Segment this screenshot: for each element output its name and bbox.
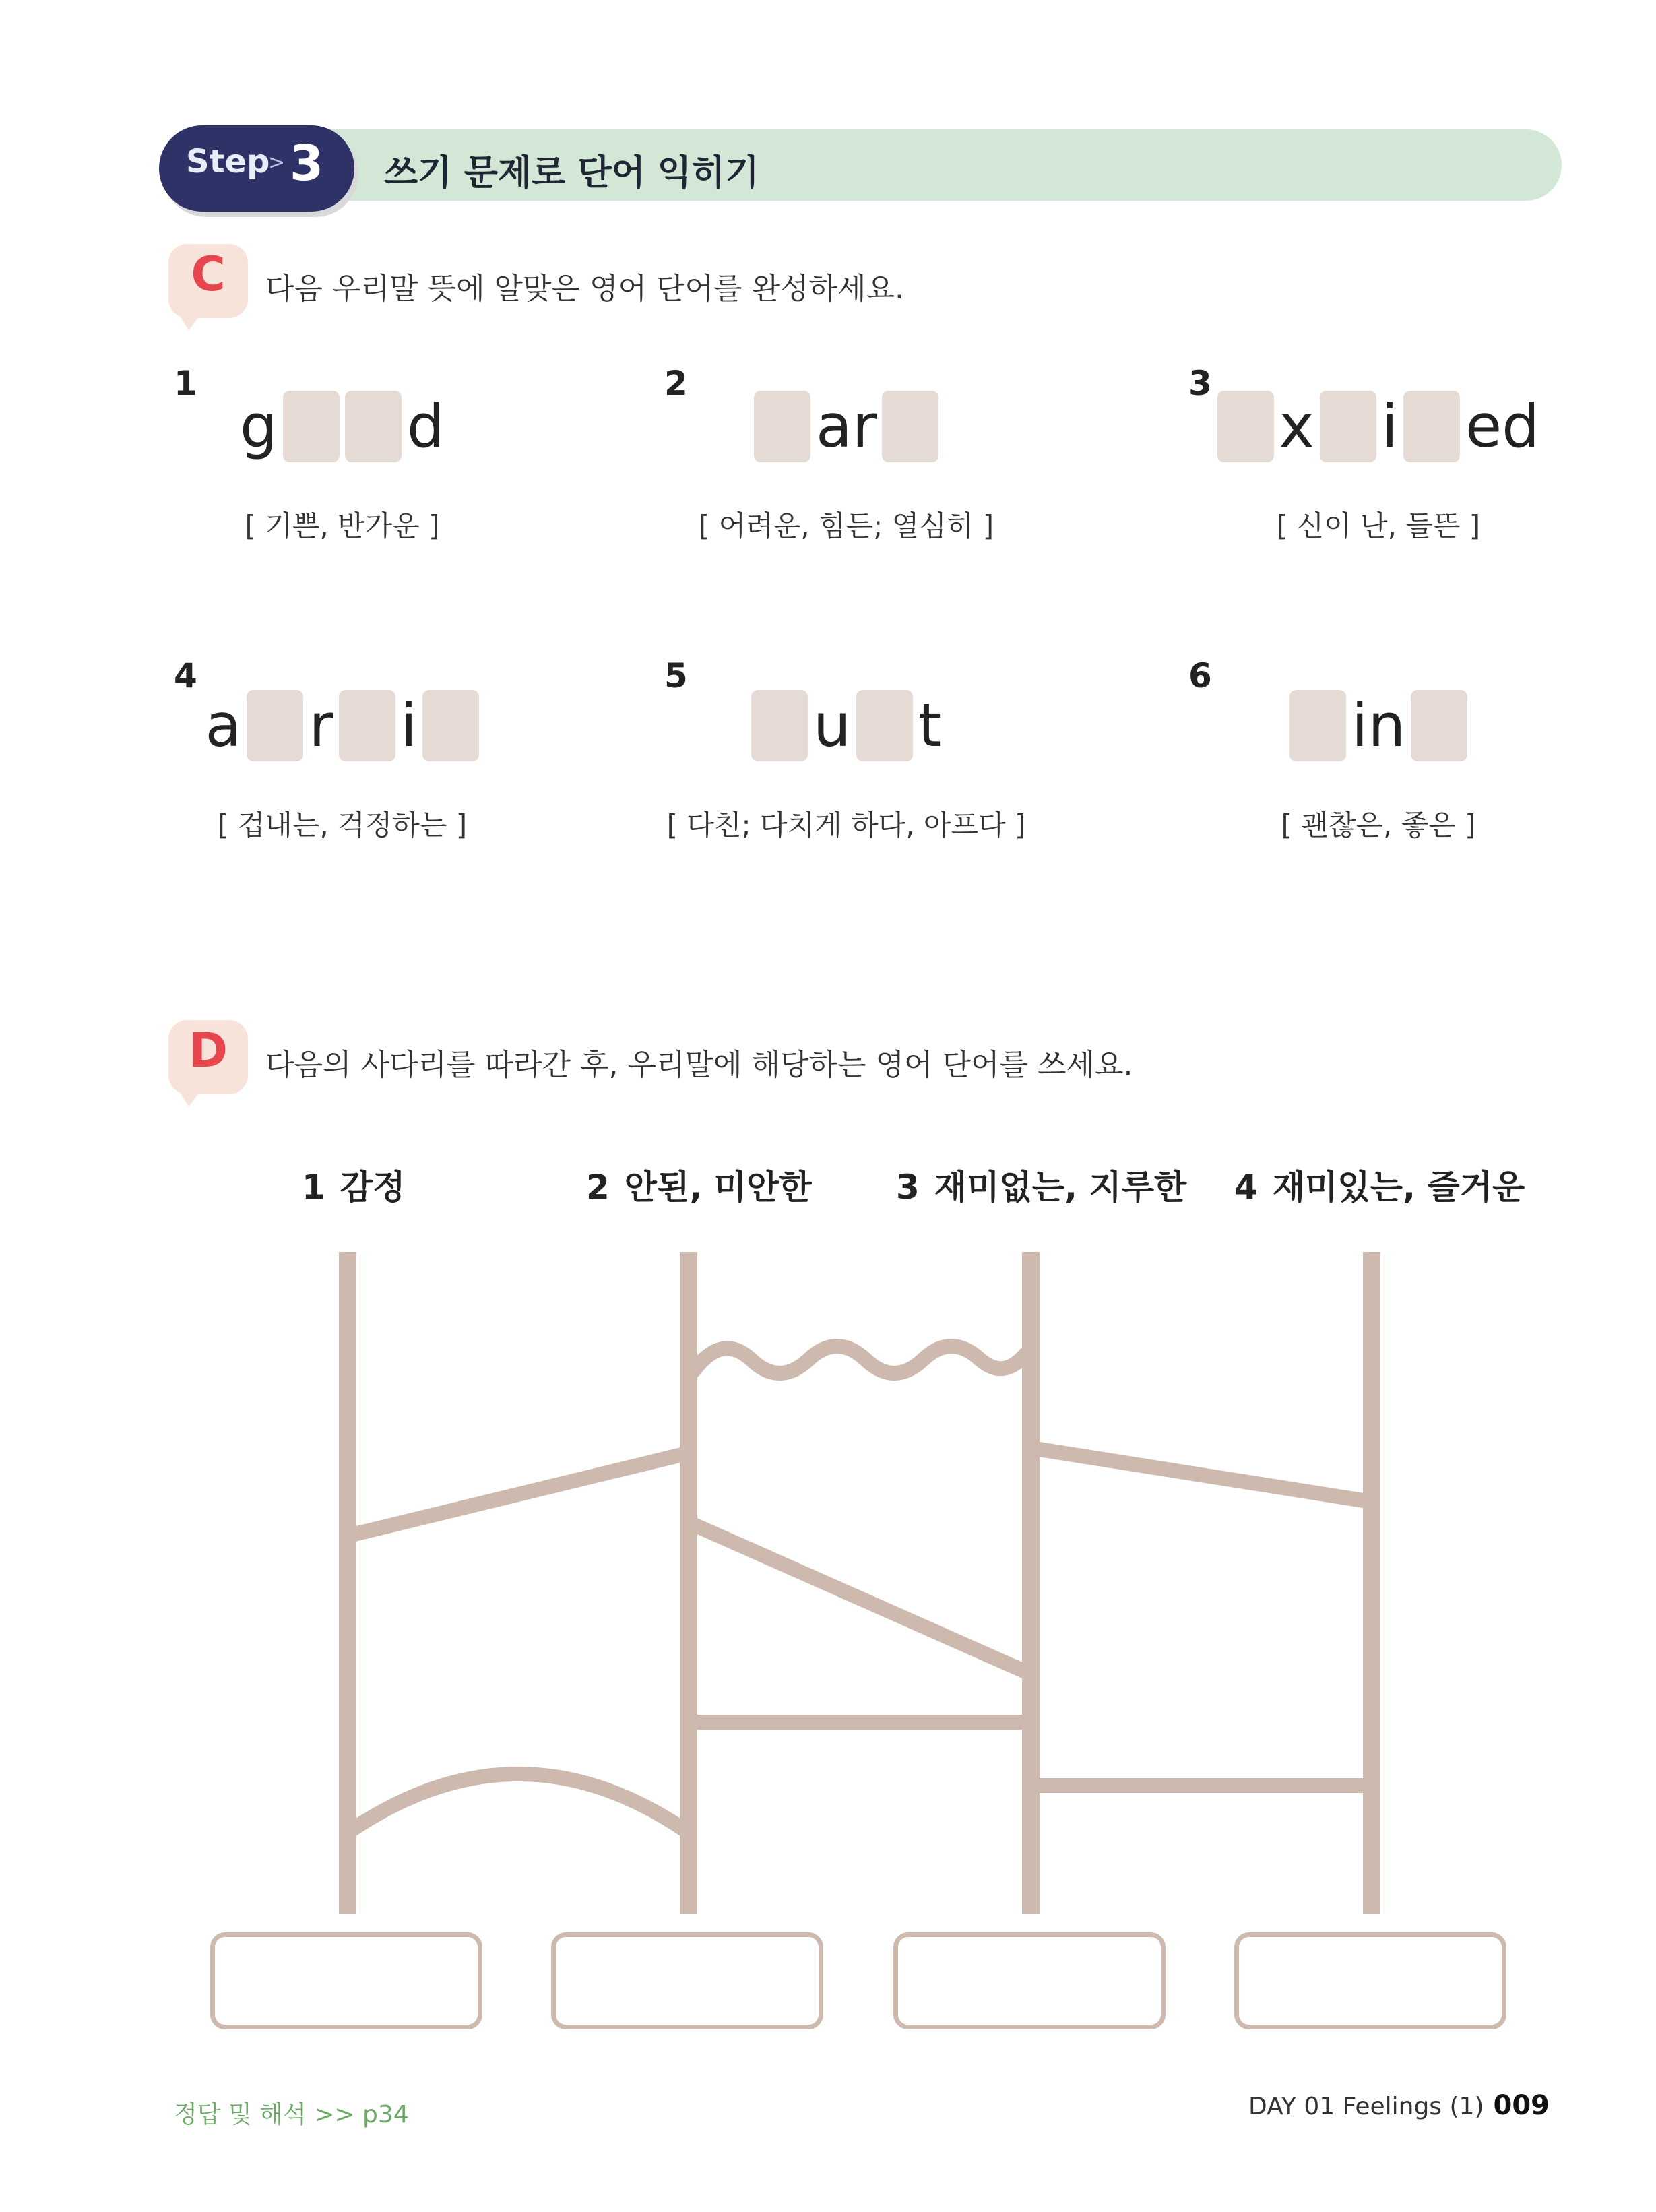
question-number: 5 (664, 656, 688, 695)
given-letters: d (406, 391, 445, 461)
answer-box-4[interactable] (1234, 1932, 1506, 2029)
day-label: DAY 01 Feelings (1) (1248, 2093, 1484, 2120)
given-letters: i (1381, 391, 1399, 461)
step-number: 3 (290, 135, 324, 191)
ladder-header-4: 4 재미있는, 즐거운 (1234, 1168, 1525, 1207)
step-label: Step (186, 143, 270, 181)
page-footer (1248, 2090, 1550, 2121)
ladder-header-3: 3 재미없는, 지루한 (896, 1168, 1187, 1207)
answer-reference: 정답 및 해석 >> p34 (174, 2101, 409, 2128)
given-letters: ar (816, 391, 877, 461)
section-c-letter: C (191, 247, 226, 302)
given-letters: ed (1465, 391, 1540, 461)
given-letters: i (400, 691, 418, 760)
given-letters: a (205, 691, 242, 760)
korean-meaning: [ 다친; 다치게 하다, 아프다 ] (666, 809, 1026, 842)
ladder-rung-2-3-slant (693, 1524, 1027, 1672)
section-d-instruction: 다음의 사다리를 따라간 후, 우리말에 해당하는 영어 단어를 쓰세요. (265, 1048, 1133, 1082)
answer-box-3[interactable] (893, 1932, 1166, 2029)
question-number: 1 (174, 364, 197, 403)
question-number: 6 (1188, 656, 1212, 695)
korean-meaning: [ 어려운, 힘든; 열심히 ] (698, 509, 994, 542)
step-title: 쓰기 문제로 단어 익히기 (384, 153, 759, 193)
given-letters: r (309, 691, 333, 760)
chevron-right-icon: > (268, 151, 286, 175)
question-number: 2 (664, 364, 688, 403)
page-number: 009 (1493, 2090, 1550, 2121)
given-letters: u (813, 691, 851, 760)
question-number: 3 (1188, 364, 1212, 403)
answer-box-1[interactable] (210, 1932, 482, 2029)
korean-meaning: [ 기쁜, 반가운 ] (245, 509, 440, 542)
given-letters: g (240, 391, 278, 461)
korean-meaning: [ 괜찮은, 좋은 ] (1281, 809, 1476, 842)
given-letters: x (1279, 391, 1314, 461)
given-letters: in (1351, 691, 1406, 760)
answer-box-2[interactable] (551, 1932, 823, 2029)
given-letters: t (918, 691, 942, 760)
korean-meaning: [ 겁내는, 걱정하는 ] (217, 809, 468, 842)
ladder-rung-1-2-slant (352, 1454, 684, 1535)
ladder-header-2: 2 안된, 미안한 (586, 1168, 812, 1207)
ladder-rung-wavy (694, 1346, 1025, 1373)
section-d-letter: D (188, 1023, 228, 1078)
ladder-header-1: 1 감정 (302, 1168, 406, 1207)
ladder-rung-3-4-slant (1035, 1449, 1368, 1501)
ladder-rung-1-2-arc (352, 1774, 684, 1830)
question-number: 4 (174, 656, 197, 695)
korean-meaning: [ 신이 난, 들뜬 ] (1276, 509, 1481, 542)
section-c-instruction: 다음 우리말 뜻에 알맞은 영어 단어를 완성하세요. (265, 272, 904, 306)
